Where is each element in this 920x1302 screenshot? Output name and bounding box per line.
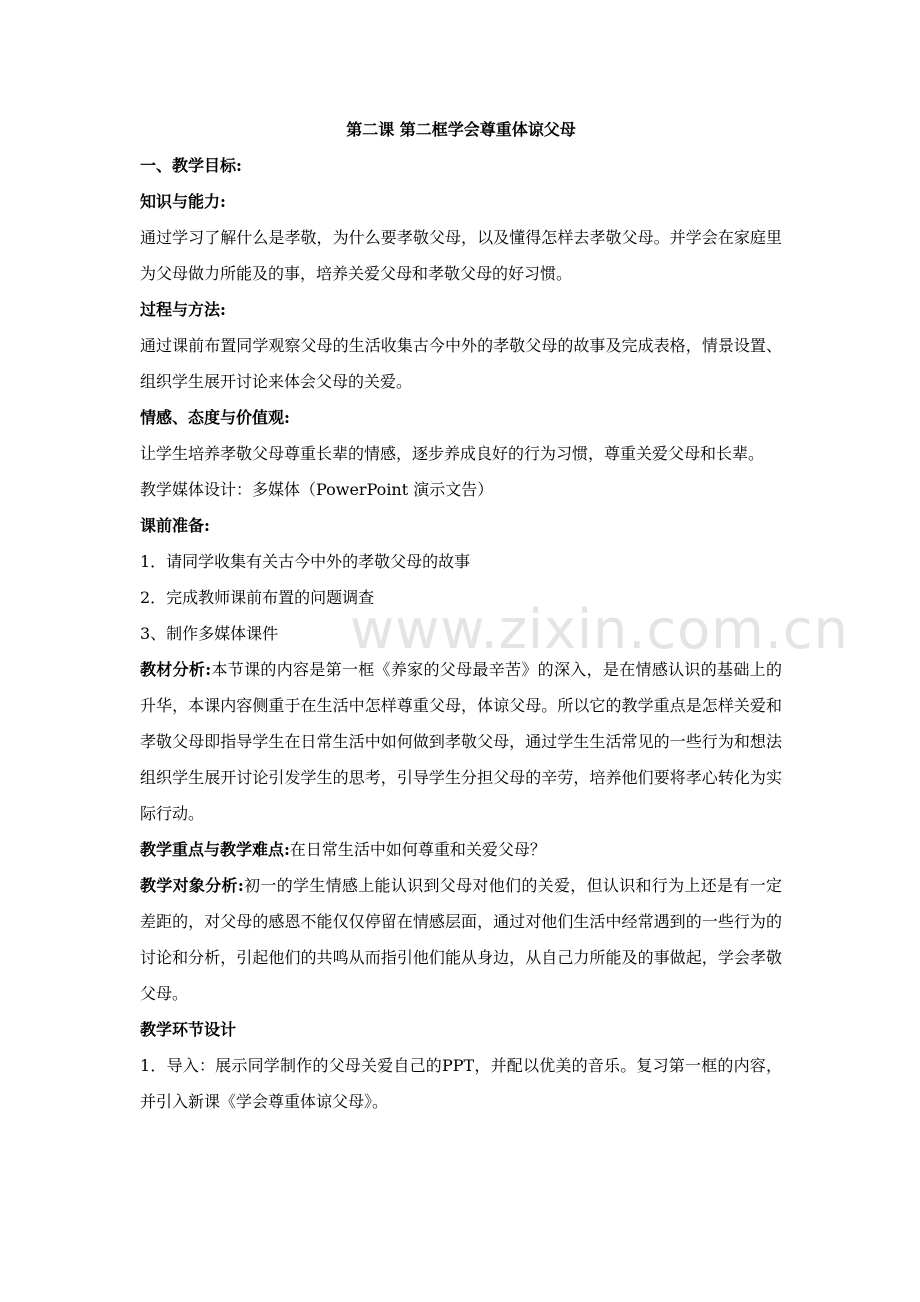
audience-text: 初一的学生情感上能认识到父母对他们的关爱，但认识和行为上还是有一定差距的，对父母的感恩不能仅仅停留在情感层面，通过对他们生活中经常遇到的一些行为的讨论和分析，引起他们的共鸣从而指引他们能从身边，从自己力所能及的事做起，学会孝敬父母。: [140, 876, 782, 1003]
design-heading: 教学环节设计: [140, 1020, 237, 1039]
emotion-heading: 情感、态度与价值观:: [140, 408, 290, 427]
knowledge-text: 通过学习了解什么是孝敬，为什么要孝敬父母，以及懂得怎样去孝敬父母。并学会在家庭里为父母做力所能及的事，培养关爱父母和孝敬父母的好习惯。: [140, 228, 782, 283]
process-text: 通过课前布置同学观察父母的生活收集古今中外的孝敬父母的故事及完成表格，情景设置、组织学生展开讨论来体会父母的关爱。: [140, 336, 782, 391]
watermark: www.zixin.com.cn: [350, 598, 849, 661]
material-paragraph: [140, 652, 782, 832]
prep-item-2: 2．完成教师课前布置的问题调查: [140, 588, 375, 607]
key-text: 在日常生活中如何尊重和关爱父母？: [289, 840, 546, 859]
audience-label: 教学对象分析:: [140, 876, 244, 895]
process-heading: 过程与方法:: [140, 300, 226, 319]
prep-item-3: 3、制作多媒体课件: [140, 624, 279, 643]
document-page: [140, 112, 782, 1120]
objectives-heading: 一、教学目标:: [140, 156, 242, 175]
material-label: 教材分析:: [140, 660, 212, 679]
design-text: 1．导入：展示同学制作的父母关爱自己的PPT，并配以优美的音乐。复习第一框的内容，并引入新课《学会尊重体谅父母》。: [140, 1056, 782, 1111]
prep-item-1: 1．请同学收集有关古今中外的孝敬父母的故事: [140, 552, 471, 571]
audience-paragraph: [140, 868, 782, 1012]
material-text: 本节课的内容是第一框《养家的父母最辛苦》的深入，是在情感认识的基础上的升华，本课内容侧重于在生活中怎样尊重父母，体谅父母。所以它的教学重点是怎样关爱和孝敬父母即指导学生在日常生活中如何做到孝敬父母，通过学生生活常见的一些行为和想法组织学生展开讨论引发学生的思考，引导学生分担父母的辛劳，培养他们要将孝心转化为实际行动。: [140, 660, 782, 823]
emotion-text: 让学生培养孝敬父母尊重长辈的情感，逐步养成良好的行为习惯，尊重关爱父母和长辈。: [140, 444, 765, 463]
media-text: 教学媒体设计：多媒体（PowerPoint 演示文告）: [140, 480, 494, 499]
key-label: 教学重点与教学难点:: [140, 840, 290, 859]
knowledge-heading: 知识与能力:: [140, 192, 226, 211]
page-title: 第二课 第二框学会尊重体谅父母: [346, 120, 576, 139]
key-paragraph: [140, 832, 782, 868]
prep-heading: 课前准备:: [140, 516, 210, 535]
